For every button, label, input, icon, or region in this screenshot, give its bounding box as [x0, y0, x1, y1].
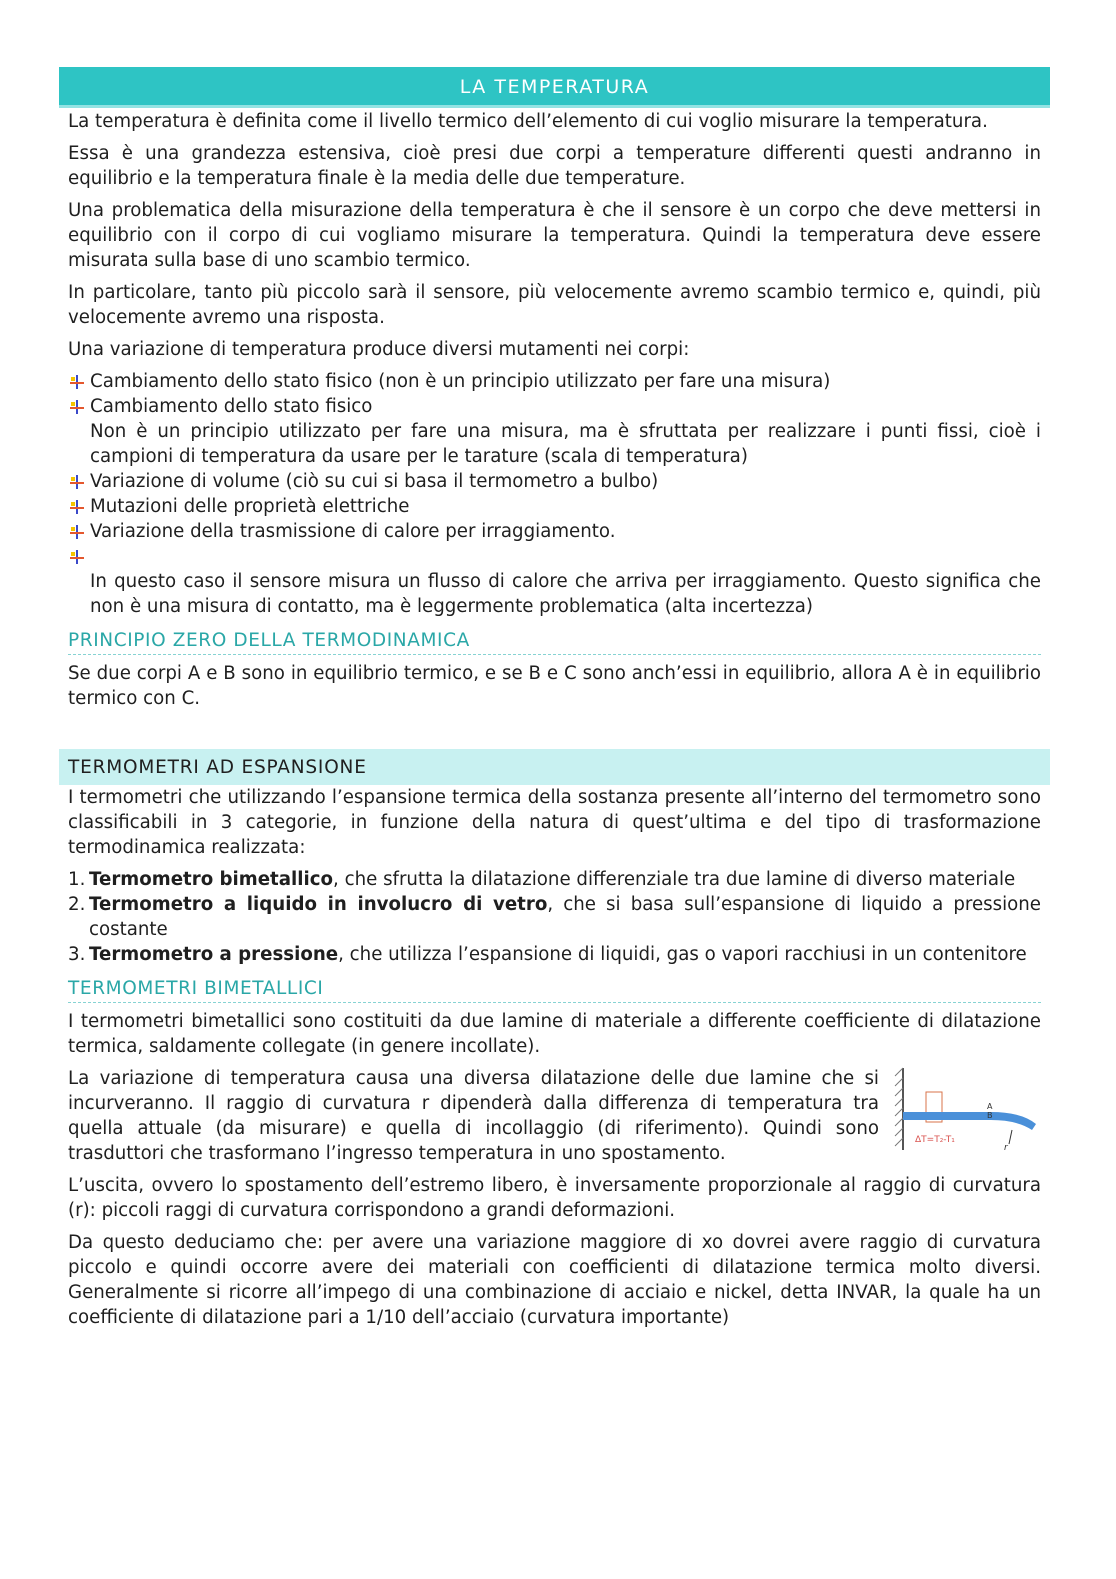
list-item-term: Termometro a pressione — [89, 944, 339, 965]
list-item-text — [90, 544, 1041, 569]
label-b: B — [987, 1111, 993, 1120]
page-title: LA TEMPERATURA — [59, 67, 1050, 108]
bullet-icon — [70, 550, 84, 564]
list-item — [68, 519, 1041, 544]
content — [59, 109, 1050, 711]
list-item-text: , che sfrutta la dilatazione differenziale tra due lamine di diverso materiale — [333, 869, 1016, 890]
paragraph: In particolare, tanto più piccolo sarà il sensore, più velocemente avremo scambio termico e, quindi, più velocemente avremo una risposta. — [68, 282, 1041, 328]
bullet-icon — [70, 400, 84, 414]
delta-t-label: ΔT=T₂-T₁ — [915, 1135, 955, 1145]
list-item — [68, 867, 1041, 892]
list-item — [68, 494, 1041, 519]
numbered-list — [68, 867, 1041, 967]
list-item-text: , che si basa sull’espansione di liquido a pressione costante — [89, 894, 1041, 940]
bullet-icon — [70, 375, 84, 389]
list-item-text: Variazione di volume (ciò su cui si basa il termometro a bulbo) — [90, 471, 659, 492]
paragraph: L’uscita, ovvero lo spostamento dell’estremo libero, è inversamente proporzionale al raggio di curvatura (r): piccoli raggi di curvatura corrispondono a grandi deformazioni. — [68, 1175, 1041, 1221]
paragraph: La temperatura è definita come il livello termico dell’elemento di cui voglio misurare la temperatura. — [68, 111, 988, 132]
list-number: 2. — [68, 894, 86, 915]
list-item-text: Variazione della trasmissione di calore per irraggiamento. — [90, 521, 616, 542]
paragraph: I termometri bimetallici sono costituiti da due lamine di materiale a differente coefficiente di dilatazione termica, saldamente collegate (in genere incollate). — [68, 1011, 1041, 1057]
list-item-text: Cambiamento dello stato fisico (non è un principio utilizzato per fare una misura) — [90, 371, 831, 392]
text-with-figure — [68, 1066, 1041, 1166]
document-page — [59, 67, 1050, 1337]
list-item-term: Termometro bimetallico — [89, 869, 334, 890]
list-number: 3. — [68, 944, 86, 965]
paragraph: I termometri che utilizzando l’espansione termica della sostanza presente all’interno del termometro sono classificabili in 3 categorie, in funzione della natura di quest’ultima e del tipo di trasformazione termodinamica realizzata: — [68, 787, 1041, 858]
bullet-list — [68, 369, 1041, 619]
section-heading: TERMOMETRI BIMETALLICI — [68, 977, 1041, 1003]
paragraph: Essa è una grandezza estensiva, cioè presi due corpi a temperature differenti questi andranno in equilibrio e la temperatura finale è la media delle due temperature. — [68, 143, 1041, 189]
list-item — [68, 394, 1041, 469]
list-item — [68, 892, 1041, 942]
list-item-detail: In questo caso il sensore misura un flusso di calore che arriva per irraggiamento. Questo significa che non è una misura di contatto, ma è leggermente problematica (alta incertezza) — [90, 571, 1041, 617]
paragraph: La variazione di temperatura causa una diversa dilatazione delle due lamine che si incurveranno. Il raggio di curvatura r dipenderà dalla differenza di temperatura tra quella attuale (da misurare) e quella di incollaggio (di riferimento). Quindi sono trasduttori che trasformano l’ingresso temperatura in uno spostamento. — [68, 1068, 879, 1164]
bullet-icon — [70, 475, 84, 489]
paragraph: Se due corpi A e B sono in equilibrio termico, e se B e C sono anch’essi in equilibrio, allora A è in equilibrio termico con C. — [68, 663, 1041, 709]
bimetal-strip-figure — [891, 1064, 1041, 1154]
list-item-text: Cambiamento dello stato fisico — [90, 396, 373, 417]
list-item-detail: Non è un principio utilizzato per fare una misura, ma è sfruttata per realizzare i punti fissi, cioè i campioni di temperatura da usare per le tarature (scala di temperatura) — [90, 421, 1041, 467]
section-banner: TERMOMETRI AD ESPANSIONE — [59, 749, 1050, 785]
list-item — [68, 544, 1041, 619]
content — [59, 785, 1050, 1330]
list-item — [68, 469, 1041, 494]
bullet-icon — [70, 500, 84, 514]
list-item-text: Mutazioni delle proprietà elettriche — [90, 496, 410, 517]
list-number: 1. — [68, 869, 86, 890]
list-item-text: , che utilizza l’espansione di liquidi, gas o vapori racchiusi in un contenitore — [338, 944, 1027, 965]
paragraph: Da questo deduciamo che: per avere una variazione maggiore di xo dovrei avere raggio di curvatura piccolo e quindi occorre avere dei materiali con coefficienti di dilatazione termica molto diversi. Generalmente si ricorre all’impego di una combinazione di acciaio e nickel, detta INVAR, la quale ha un coefficiente di dilatazione pari a 1/10 dell’acciaio (curvatura importante) — [68, 1232, 1041, 1328]
section-heading: PRINCIPIO ZERO DELLA TERMODINAMICA — [68, 629, 1041, 655]
label-a: A — [987, 1102, 993, 1111]
label-r: r — [1004, 1143, 1008, 1153]
list-item-term: Termometro a liquido in involucro di vetro — [89, 894, 548, 915]
bullet-icon — [70, 525, 84, 539]
paragraph: Una variazione di temperatura produce diversi mutamenti nei corpi: — [68, 339, 690, 360]
paragraph: Una problematica della misurazione della temperatura è che il sensore è un corpo che deve mettersi in equilibrio con il corpo di cui vogliamo misurare la temperatura. Quindi la temperatura deve essere misurata sulla base di uno scambio termico. — [68, 200, 1041, 271]
list-item — [68, 942, 1041, 967]
list-item — [68, 369, 1041, 394]
